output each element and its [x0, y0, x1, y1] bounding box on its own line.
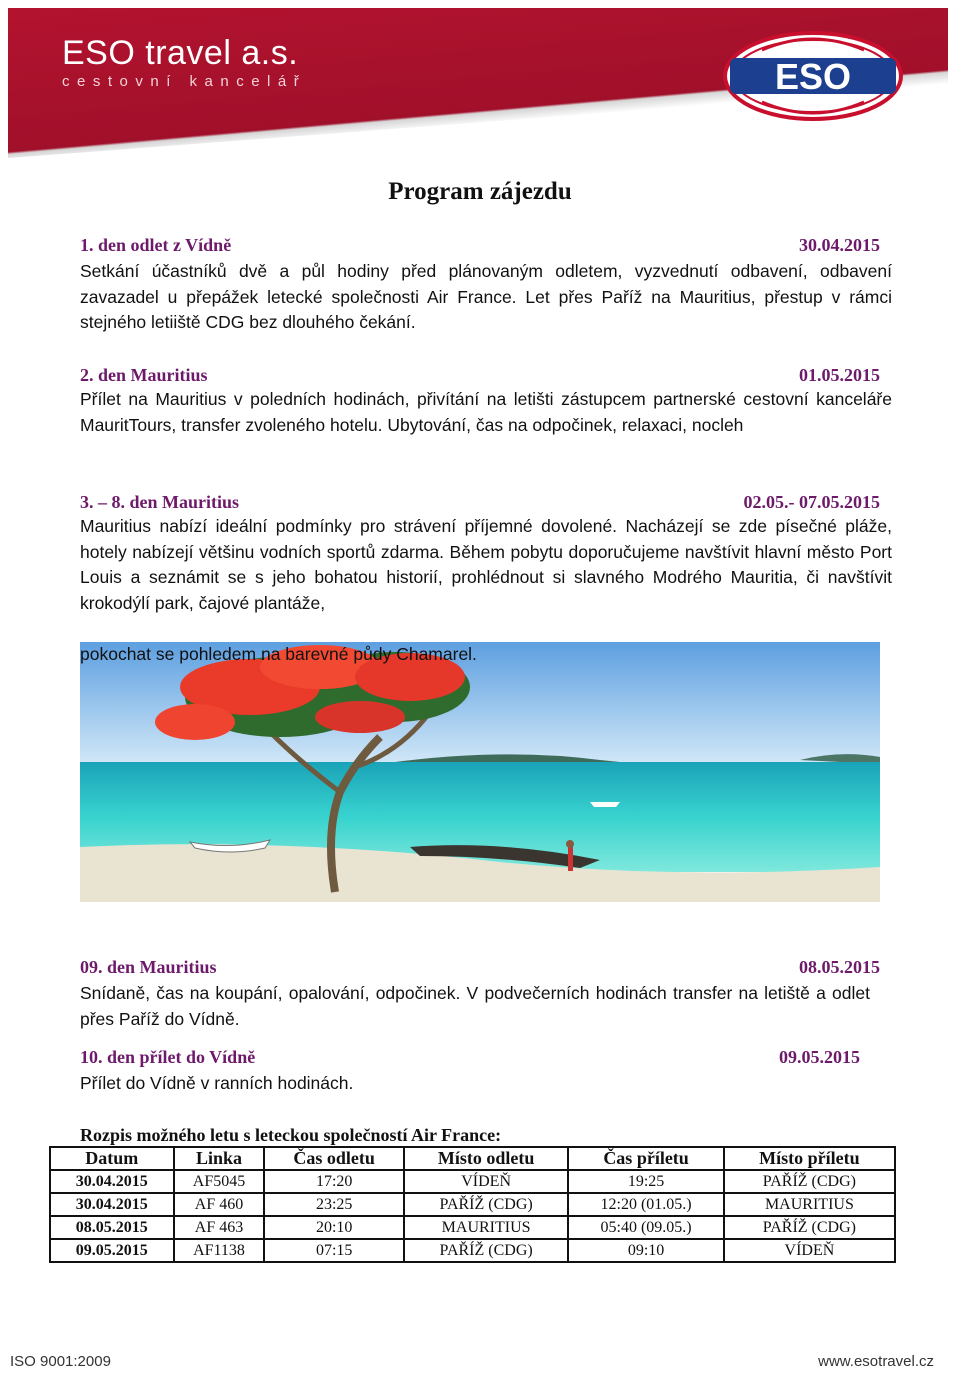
column-header: Místo odletu [404, 1147, 568, 1170]
table-cell: AF 460 [174, 1193, 265, 1216]
column-header: Datum [50, 1147, 174, 1170]
day-heading [80, 1047, 860, 1068]
day-description: Mauritius nabízí ideální podmínky pro strávení příjemné dovolené. Nacházejí se zde písečné pláže, hotely nabízejí většinu vodních sportů zdarma. Během pobytu doporučujeme navštívit hlavní město Port Louis a seznámit se s jeho bohatou historií, prohlédnout si slavného Modrého Mauritia, či navštívit krokodýlí park, čajové plantáže, [80, 516, 892, 613]
day-title: 10. den přílet do Vídně [80, 1047, 256, 1067]
table-cell: AF 463 [174, 1216, 265, 1239]
day-title: 09. den Mauritius [80, 957, 217, 977]
table-cell: 05:40 (09.05.) [568, 1216, 723, 1239]
table-cell: 19:25 [568, 1170, 723, 1193]
table-cell: MAURITIUS [404, 1216, 568, 1239]
day-description: Přílet do Vídně v ranních hodinách. [80, 1073, 354, 1093]
table-cell: VÍDEŇ [404, 1170, 568, 1193]
day-description: Přílet na Mauritius v poledních hodinách, přivítání na letišti zástupcem partnerské cestovní kanceláře MauritTours, transfer zvoleného hotelu. Ubytování, čas na odpočinek, relaxaci, nocleh [80, 389, 892, 435]
table-cell: PAŘÍŽ (CDG) [404, 1239, 568, 1262]
table-cell: 17:20 [264, 1170, 403, 1193]
company-tagline: cestovní kancelář [62, 73, 307, 90]
day-title: 3. – 8. den Mauritius [80, 492, 240, 512]
table-cell: 08.05.2015 [50, 1216, 174, 1239]
table-row [50, 1239, 895, 1262]
page-title: Program zájezdu [388, 178, 572, 205]
table-cell: 09.05.2015 [50, 1239, 174, 1262]
table-cell: PAŘÍŽ (CDG) [404, 1193, 568, 1216]
table-cell: 20:10 [264, 1216, 403, 1239]
column-header: Místo příletu [724, 1147, 895, 1170]
table-cell: 07:15 [264, 1239, 403, 1262]
company-brand [62, 35, 306, 90]
website-link[interactable]: www.esotravel.cz [818, 1353, 934, 1370]
mauritius-beach-photo [80, 642, 880, 902]
day-date: 01.05.2015 [799, 365, 880, 385]
flight-table-caption: Rozpis možného letu s leteckou společností Air France: [80, 1125, 502, 1145]
table-cell: PAŘÍŽ (CDG) [724, 1216, 895, 1239]
day-description: Setkání účastníků dvě a půl hodiny před plánovaným odletem, vyzvednutí odbavení, odbavení zavazadel u přepážek letecké společnosti Air France. Let přes Paříž na Mauritius, přestup v rámci stejného letiiště CDG bez dlouhého čekání. [80, 261, 892, 332]
table-cell: VÍDEŇ [724, 1239, 895, 1262]
day-heading [80, 235, 880, 256]
day-heading [80, 492, 880, 513]
table-row [50, 1193, 895, 1216]
iso-certification: ISO 9001:2009 [10, 1353, 111, 1370]
day-date: 08.05.2015 [799, 957, 880, 977]
table-row [50, 1170, 895, 1193]
day-date: 02.05.- 07.05.2015 [743, 492, 880, 512]
table-cell: MAURITIUS [724, 1193, 895, 1216]
table-cell: 09:10 [568, 1239, 723, 1262]
table-cell: 12:20 (01.05.) [568, 1193, 723, 1216]
day-title: 1. den odlet z Vídně [80, 235, 232, 255]
table-cell: 23:25 [264, 1193, 403, 1216]
company-name: ESO travel a.s. [62, 34, 299, 72]
day-title: 2. den Mauritius [80, 365, 208, 385]
day-heading [80, 957, 880, 978]
table-cell: PAŘÍŽ (CDG) [724, 1170, 895, 1193]
column-header: Linka [174, 1147, 265, 1170]
column-header: Čas odletu [264, 1147, 403, 1170]
day-description-continued: pokochat se pohledem na barevné půdy Chamarel. [80, 644, 477, 664]
day-date: 09.05.2015 [779, 1047, 860, 1067]
logo-text: ESO [774, 56, 852, 97]
table-cell: 30.04.2015 [50, 1193, 174, 1216]
day-date: 30.04.2015 [799, 235, 880, 255]
day-description: Snídaně, čas na koupání, opalování, odpočinek. V podvečerních hodinách transfer na letiště a odlet přes Paříž do Vídně. [80, 983, 870, 1029]
table-header-row [50, 1147, 895, 1170]
day-heading [80, 365, 880, 386]
table-row [50, 1216, 895, 1239]
table-cell: 30.04.2015 [50, 1170, 174, 1193]
flight-table [49, 1146, 896, 1263]
eso-logo [722, 30, 904, 122]
table-cell: AF5045 [174, 1170, 265, 1193]
table-cell: AF1138 [174, 1239, 265, 1262]
column-header: Čas příletu [568, 1147, 723, 1170]
